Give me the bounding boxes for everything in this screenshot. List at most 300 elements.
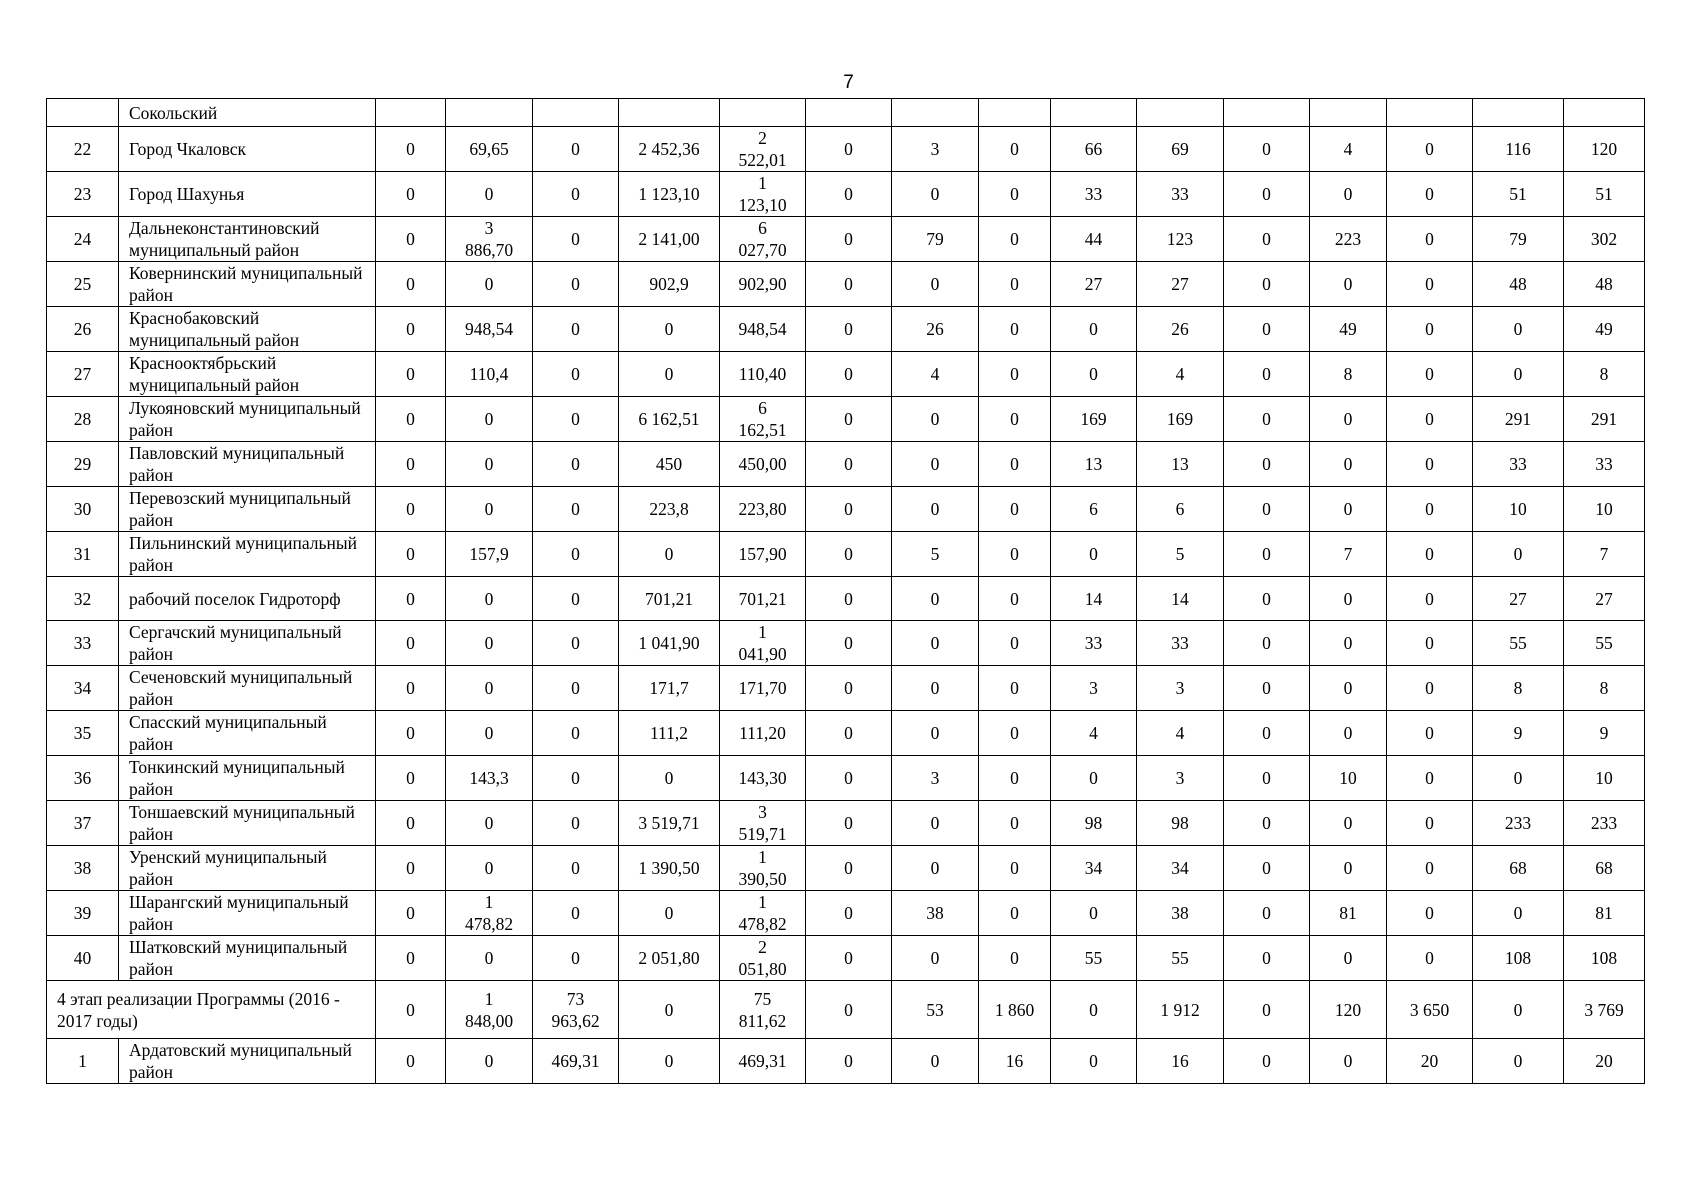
value-cell: 0 — [1224, 487, 1310, 532]
value-cell: 79 — [892, 217, 979, 262]
value-cell: 0 — [806, 487, 892, 532]
value-cell: 0 — [1051, 532, 1137, 577]
value-cell: 0 — [979, 352, 1051, 397]
value-cell: 171,7 — [619, 666, 720, 711]
value-cell: 6 027,70 — [720, 217, 806, 262]
value-cell: 0 — [376, 936, 446, 981]
value-cell: 0 — [1224, 756, 1310, 801]
value-cell: 0 — [376, 532, 446, 577]
value-cell: 8 — [1473, 666, 1564, 711]
value-cell: 0 — [1224, 397, 1310, 442]
value-cell: 0 — [1310, 262, 1387, 307]
value-cell: 4 — [892, 352, 979, 397]
value-cell: 0 — [1473, 891, 1564, 936]
value-cell: 0 — [806, 1039, 892, 1084]
value-cell: 6 — [1051, 487, 1137, 532]
value-cell: 4 — [1137, 711, 1224, 756]
value-cell: 0 — [446, 487, 533, 532]
value-cell: 0 — [446, 666, 533, 711]
value-cell: 14 — [1051, 577, 1137, 621]
value-cell: 0 — [979, 127, 1051, 172]
row-number: 40 — [47, 936, 119, 981]
value-cell: 0 — [619, 307, 720, 352]
municipality-name: Пильнинский муниципальный район — [119, 532, 376, 577]
value-cell: 0 — [806, 756, 892, 801]
value-cell: 75 811,62 — [720, 981, 806, 1039]
value-cell: 110,40 — [720, 352, 806, 397]
municipality-name: Уренский муниципальный район — [119, 846, 376, 891]
value-cell: 0 — [1051, 1039, 1137, 1084]
value-cell: 6 162,51 — [619, 397, 720, 442]
value-cell: 13 — [1051, 442, 1137, 487]
value-cell — [376, 99, 446, 127]
table-row — [47, 397, 1645, 442]
value-cell: 49 — [1564, 307, 1645, 352]
value-cell: 0 — [376, 352, 446, 397]
value-cell: 0 — [806, 801, 892, 846]
row-number — [47, 99, 119, 127]
municipality-name: Спасский муниципальный район — [119, 711, 376, 756]
value-cell: 0 — [533, 936, 619, 981]
value-cell — [1137, 99, 1224, 127]
value-cell: 0 — [619, 532, 720, 577]
value-cell: 0 — [892, 172, 979, 217]
value-cell: 3 — [1137, 666, 1224, 711]
value-cell: 291 — [1473, 397, 1564, 442]
stage-summary-row — [47, 981, 1645, 1039]
value-cell: 10 — [1310, 756, 1387, 801]
value-cell: 2 141,00 — [619, 217, 720, 262]
value-cell: 34 — [1051, 846, 1137, 891]
value-cell: 0 — [1387, 621, 1473, 666]
value-cell: 0 — [1387, 217, 1473, 262]
value-cell: 0 — [806, 981, 892, 1039]
value-cell: 123 — [1137, 217, 1224, 262]
value-cell: 33 — [1564, 442, 1645, 487]
value-cell: 27 — [1564, 577, 1645, 621]
value-cell: 0 — [1051, 891, 1137, 936]
value-cell: 0 — [533, 756, 619, 801]
value-cell: 0 — [979, 846, 1051, 891]
value-cell: 0 — [533, 711, 619, 756]
value-cell: 0 — [619, 981, 720, 1039]
row-number: 23 — [47, 172, 119, 217]
table-row — [47, 262, 1645, 307]
value-cell: 0 — [446, 577, 533, 621]
value-cell: 302 — [1564, 217, 1645, 262]
value-cell: 0 — [979, 756, 1051, 801]
value-cell: 4 — [1137, 352, 1224, 397]
value-cell: 33 — [1051, 621, 1137, 666]
value-cell: 5 — [1137, 532, 1224, 577]
data-table — [46, 98, 1645, 1084]
value-cell: 233 — [1564, 801, 1645, 846]
value-cell — [533, 99, 619, 127]
value-cell: 0 — [446, 397, 533, 442]
value-cell: 69,65 — [446, 127, 533, 172]
value-cell: 469,31 — [533, 1039, 619, 1084]
row-number: 31 — [47, 532, 119, 577]
value-cell — [446, 99, 533, 127]
value-cell: 0 — [806, 666, 892, 711]
value-cell: 0 — [979, 666, 1051, 711]
value-cell: 0 — [376, 487, 446, 532]
value-cell: 157,9 — [446, 532, 533, 577]
value-cell: 0 — [1310, 397, 1387, 442]
value-cell: 0 — [533, 127, 619, 172]
value-cell: 33 — [1137, 172, 1224, 217]
value-cell: 0 — [376, 397, 446, 442]
value-cell: 0 — [1224, 172, 1310, 217]
value-cell: 44 — [1051, 217, 1137, 262]
row-number: 39 — [47, 891, 119, 936]
value-cell — [1387, 99, 1473, 127]
value-cell: 0 — [533, 846, 619, 891]
value-cell: 16 — [979, 1039, 1051, 1084]
row-number: 27 — [47, 352, 119, 397]
value-cell: 0 — [533, 217, 619, 262]
table-row — [47, 577, 1645, 621]
value-cell: 81 — [1564, 891, 1645, 936]
value-cell: 51 — [1564, 172, 1645, 217]
value-cell: 55 — [1137, 936, 1224, 981]
value-cell: 10 — [1473, 487, 1564, 532]
value-cell: 0 — [619, 756, 720, 801]
value-cell: 0 — [376, 711, 446, 756]
value-cell: 0 — [806, 577, 892, 621]
table-row — [47, 442, 1645, 487]
value-cell: 116 — [1473, 127, 1564, 172]
value-cell: 0 — [533, 532, 619, 577]
value-cell: 0 — [979, 532, 1051, 577]
value-cell: 223 — [1310, 217, 1387, 262]
table-row — [47, 487, 1645, 532]
row-number: 37 — [47, 801, 119, 846]
value-cell: 3 886,70 — [446, 217, 533, 262]
value-cell: 0 — [806, 936, 892, 981]
value-cell: 8 — [1310, 352, 1387, 397]
value-cell: 0 — [1387, 577, 1473, 621]
value-cell: 0 — [892, 397, 979, 442]
value-cell: 0 — [1224, 577, 1310, 621]
value-cell: 0 — [533, 172, 619, 217]
value-cell: 701,21 — [720, 577, 806, 621]
value-cell: 0 — [806, 352, 892, 397]
value-cell: 0 — [533, 487, 619, 532]
value-cell: 0 — [1387, 307, 1473, 352]
value-cell: 0 — [1051, 756, 1137, 801]
value-cell: 450 — [619, 442, 720, 487]
value-cell: 0 — [376, 801, 446, 846]
value-cell: 2 522,01 — [720, 127, 806, 172]
row-number: 1 — [47, 1039, 119, 1084]
value-cell: 469,31 — [720, 1039, 806, 1084]
municipality-name: Ардатовский муниципальный район — [119, 1039, 376, 1084]
row-number: 36 — [47, 756, 119, 801]
value-cell: 68 — [1564, 846, 1645, 891]
municipality-name: Лукояновский муниципальный район — [119, 397, 376, 442]
value-cell: 0 — [1387, 262, 1473, 307]
value-cell: 0 — [1310, 487, 1387, 532]
value-cell: 0 — [1051, 307, 1137, 352]
value-cell: 0 — [533, 577, 619, 621]
value-cell: 8 — [1564, 352, 1645, 397]
value-cell: 0 — [446, 262, 533, 307]
value-cell: 0 — [806, 217, 892, 262]
value-cell: 0 — [979, 442, 1051, 487]
value-cell: 111,2 — [619, 711, 720, 756]
municipality-name: Перевозский муниципальный район — [119, 487, 376, 532]
value-cell: 0 — [376, 891, 446, 936]
value-cell: 66 — [1051, 127, 1137, 172]
value-cell: 0 — [533, 666, 619, 711]
table-row — [47, 532, 1645, 577]
value-cell: 0 — [979, 397, 1051, 442]
value-cell: 0 — [446, 172, 533, 217]
value-cell: 0 — [1387, 891, 1473, 936]
value-cell: 450,00 — [720, 442, 806, 487]
value-cell: 0 — [1224, 981, 1310, 1039]
row-number: 33 — [47, 621, 119, 666]
value-cell: 20 — [1564, 1039, 1645, 1084]
table-row — [47, 217, 1645, 262]
row-number: 34 — [47, 666, 119, 711]
value-cell: 0 — [1224, 801, 1310, 846]
value-cell: 0 — [446, 1039, 533, 1084]
table-row — [47, 936, 1645, 981]
value-cell: 0 — [376, 756, 446, 801]
value-cell: 0 — [979, 801, 1051, 846]
value-cell: 0 — [1224, 127, 1310, 172]
value-cell: 0 — [619, 891, 720, 936]
value-cell: 171,70 — [720, 666, 806, 711]
municipality-name: Краснооктябрьский муниципальный район — [119, 352, 376, 397]
value-cell: 55 — [1564, 621, 1645, 666]
value-cell: 3 — [1051, 666, 1137, 711]
row-number: 35 — [47, 711, 119, 756]
value-cell: 48 — [1564, 262, 1645, 307]
value-cell: 1 041,90 — [619, 621, 720, 666]
municipality-name: Дальнеконстантиновский муниципальный район — [119, 217, 376, 262]
row-number: 25 — [47, 262, 119, 307]
value-cell: 0 — [892, 487, 979, 532]
value-cell: 51 — [1473, 172, 1564, 217]
value-cell: 0 — [806, 621, 892, 666]
value-cell: 26 — [892, 307, 979, 352]
value-cell: 0 — [446, 621, 533, 666]
value-cell: 0 — [979, 577, 1051, 621]
table-row — [47, 1039, 1645, 1084]
value-cell: 0 — [1224, 532, 1310, 577]
value-cell: 34 — [1137, 846, 1224, 891]
value-cell: 0 — [979, 262, 1051, 307]
value-cell: 33 — [1137, 621, 1224, 666]
value-cell: 0 — [806, 307, 892, 352]
table-row — [47, 307, 1645, 352]
value-cell: 0 — [1224, 846, 1310, 891]
value-cell: 0 — [533, 891, 619, 936]
municipality-name: Сеченовский муниципальный район — [119, 666, 376, 711]
value-cell: 20 — [1387, 1039, 1473, 1084]
value-cell: 169 — [1051, 397, 1137, 442]
value-cell: 0 — [1473, 307, 1564, 352]
value-cell: 2 452,36 — [619, 127, 720, 172]
value-cell: 0 — [1473, 981, 1564, 1039]
value-cell — [1310, 99, 1387, 127]
value-cell: 3 769 — [1564, 981, 1645, 1039]
value-cell: 0 — [446, 801, 533, 846]
value-cell: 0 — [979, 172, 1051, 217]
value-cell: 0 — [376, 307, 446, 352]
municipality-name: Тонкинский муниципальный район — [119, 756, 376, 801]
value-cell: 0 — [1310, 936, 1387, 981]
value-cell: 0 — [1224, 711, 1310, 756]
value-cell: 69 — [1137, 127, 1224, 172]
value-cell: 3 519,71 — [619, 801, 720, 846]
value-cell: 81 — [1310, 891, 1387, 936]
municipality-name: Ковернинский муниципальный район — [119, 262, 376, 307]
municipality-name: Шарангский муниципальный район — [119, 891, 376, 936]
value-cell: 2 051,80 — [619, 936, 720, 981]
value-cell: 55 — [1473, 621, 1564, 666]
value-cell: 98 — [1051, 801, 1137, 846]
value-cell: 0 — [376, 127, 446, 172]
value-cell: 120 — [1310, 981, 1387, 1039]
value-cell: 0 — [446, 711, 533, 756]
value-cell: 16 — [1137, 1039, 1224, 1084]
row-number: 38 — [47, 846, 119, 891]
value-cell: 0 — [1224, 666, 1310, 711]
value-cell — [1564, 99, 1645, 127]
value-cell: 0 — [446, 442, 533, 487]
value-cell: 38 — [892, 891, 979, 936]
value-cell: 143,30 — [720, 756, 806, 801]
value-cell — [1473, 99, 1564, 127]
value-cell: 98 — [1137, 801, 1224, 846]
value-cell: 0 — [533, 801, 619, 846]
value-cell: 0 — [376, 577, 446, 621]
value-cell: 0 — [979, 621, 1051, 666]
value-cell: 223,80 — [720, 487, 806, 532]
value-cell: 33 — [1473, 442, 1564, 487]
value-cell: 0 — [533, 397, 619, 442]
value-cell: 0 — [533, 442, 619, 487]
value-cell: 1 123,10 — [720, 172, 806, 217]
value-cell: 902,90 — [720, 262, 806, 307]
value-cell: 0 — [446, 846, 533, 891]
value-cell: 68 — [1473, 846, 1564, 891]
table-row — [47, 756, 1645, 801]
value-cell: 0 — [1310, 1039, 1387, 1084]
value-cell: 701,21 — [619, 577, 720, 621]
value-cell: 108 — [1564, 936, 1645, 981]
value-cell: 291 — [1564, 397, 1645, 442]
table-row — [47, 801, 1645, 846]
value-cell: 53 — [892, 981, 979, 1039]
value-cell: 0 — [1473, 532, 1564, 577]
value-cell: 0 — [1387, 666, 1473, 711]
value-cell: 6 — [1137, 487, 1224, 532]
value-cell: 10 — [1564, 756, 1645, 801]
value-cell: 0 — [533, 352, 619, 397]
value-cell: 27 — [1473, 577, 1564, 621]
value-cell: 0 — [1387, 756, 1473, 801]
value-cell: 0 — [376, 981, 446, 1039]
value-cell: 233 — [1473, 801, 1564, 846]
value-cell: 0 — [892, 1039, 979, 1084]
value-cell: 0 — [446, 936, 533, 981]
value-cell: 0 — [1387, 936, 1473, 981]
value-cell: 0 — [1473, 1039, 1564, 1084]
value-cell: 0 — [892, 666, 979, 711]
table-row — [47, 891, 1645, 936]
value-cell — [619, 99, 720, 127]
value-cell: 3 — [1137, 756, 1224, 801]
value-cell: 0 — [806, 846, 892, 891]
value-cell: 120 — [1564, 127, 1645, 172]
value-cell: 0 — [1387, 127, 1473, 172]
value-cell: 0 — [806, 262, 892, 307]
table-row — [47, 99, 1645, 127]
table-row — [47, 711, 1645, 756]
value-cell: 0 — [806, 532, 892, 577]
value-cell: 48 — [1473, 262, 1564, 307]
value-cell: 4 — [1310, 127, 1387, 172]
value-cell: 0 — [806, 442, 892, 487]
value-cell: 0 — [619, 352, 720, 397]
value-cell: 0 — [1387, 711, 1473, 756]
value-cell: 1 912 — [1137, 981, 1224, 1039]
value-cell: 0 — [892, 801, 979, 846]
value-cell — [1051, 99, 1137, 127]
value-cell: 1 860 — [979, 981, 1051, 1039]
value-cell: 2 051,80 — [720, 936, 806, 981]
value-cell: 0 — [1224, 1039, 1310, 1084]
value-cell: 0 — [376, 217, 446, 262]
value-cell: 1 848,00 — [446, 981, 533, 1039]
value-cell: 0 — [533, 262, 619, 307]
value-cell: 0 — [892, 711, 979, 756]
value-cell: 111,20 — [720, 711, 806, 756]
value-cell: 948,54 — [446, 307, 533, 352]
value-cell: 26 — [1137, 307, 1224, 352]
row-number: 22 — [47, 127, 119, 172]
value-cell: 0 — [806, 127, 892, 172]
value-cell: 0 — [806, 172, 892, 217]
row-number: 24 — [47, 217, 119, 262]
value-cell: 0 — [892, 442, 979, 487]
value-cell: 0 — [979, 217, 1051, 262]
value-cell: 0 — [1387, 532, 1473, 577]
value-cell — [892, 99, 979, 127]
value-cell: 1 123,10 — [619, 172, 720, 217]
value-cell: 0 — [376, 442, 446, 487]
value-cell: 79 — [1473, 217, 1564, 262]
value-cell: 902,9 — [619, 262, 720, 307]
value-cell: 0 — [1310, 577, 1387, 621]
value-cell: 33 — [1051, 172, 1137, 217]
value-cell: 1 478,82 — [446, 891, 533, 936]
value-cell: 3 — [892, 127, 979, 172]
row-number: 30 — [47, 487, 119, 532]
value-cell — [1224, 99, 1310, 127]
stage-name: 4 этап реализации Программы (2016 - 2017 годы) — [47, 981, 376, 1039]
value-cell: 0 — [376, 846, 446, 891]
table-body — [47, 99, 1645, 1084]
value-cell: 0 — [1224, 307, 1310, 352]
value-cell: 0 — [376, 172, 446, 217]
municipality-name: Город Шахунья — [119, 172, 376, 217]
